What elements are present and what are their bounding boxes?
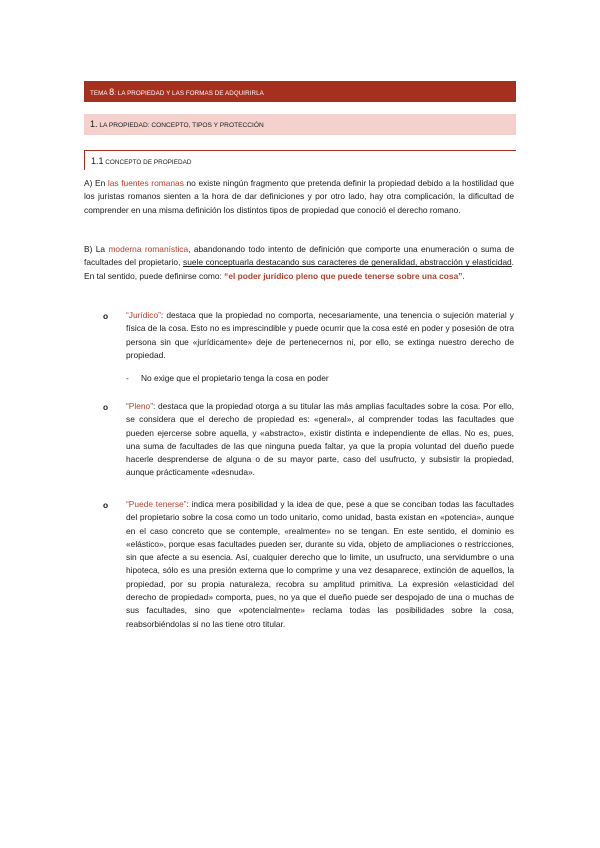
section-number: 1.: [90, 119, 98, 129]
paragraph-b: [84, 243, 514, 283]
subsection-number: 1.1: [91, 156, 104, 166]
bullet-juridico-text: : destaca que la propiedad no comporta, necesariamente, una tenencia o sujeción material y física de la cosa. Esto no es imprescindible y puede ocurrir que la cosa esté en poder y posesión de otra persona sin que «jurídicamente» deje de pertenecernos ni, por ello, se extinga nuestro derecho de propiedad.: [126, 310, 514, 360]
chapter-header-bar: [84, 81, 516, 102]
paragraph-a: [84, 177, 514, 217]
subsection-header: [84, 150, 516, 170]
bullet-puede-tenerse: [126, 498, 514, 631]
chapter-label: TEMA: [90, 90, 110, 97]
bullet-puede-tenerse-text: : indica mera posibilidad y la idea de que, pese a que se conciban todas las facultades del propietario sobre la cosa como un todo unitario, como unidad, basta existan en «potencia», aunque en el caso concreto que se contemple, «realmente» no se tengan. En este sentido, el dominio es «elástico», porque esas facultades pueden ser, durante su vida, objeto de ampliaciones o restricciones, sin que afecte a su esencia. Así, cualquier derecho que lo limite, un usufructo, una servidumbre o una hipoteca, sólo es una presión externa que lo comprime y una vez desaparece, extinción de aquellos, la propiedad, por su propia naturaleza, recobra su amplitud primitiva. La expresión «elasticidad del derecho de propiedad» comporta, pues, no ya que el dueño puede ser despojado de una o muchas de sus facultades, sino que «potencialmente» reclama todas las posibilidades sobre la cosa, reabsorbiéndolas si no las tiene otro titular.: [126, 499, 514, 629]
bullet-pleno-term: “Pleno”: [126, 401, 153, 411]
section-title: LA PROPIEDAD: CONCEPTO, TIPOS Y PROTECCIÓN: [97, 122, 264, 129]
bullet-marker: o: [103, 500, 109, 510]
subsection-title: CONCEPTO DE PROPIEDAD: [103, 159, 192, 166]
paragraph-a-highlight: las fuentes romanas: [107, 178, 184, 188]
bullet-puede-tenerse-term: “Puede tenerse”: [126, 499, 187, 509]
chapter-title: : LA PROPIEDAD Y LAS FORMAS DE ADQUIRIRLA: [114, 90, 264, 97]
paragraph-a-text: no existe ningún fragmento que pretenda definir la propiedad debido a la hostilidad que los juristas romanos sienten a la hora de dar definiciones y por otro lado, hay otra complicación, la dificultad de comprender en una misma definición los distintos tipos de propiedad que conoció el derecho romano.: [84, 178, 514, 215]
bullet-pleno-text: : destaca que la propiedad otorga a su titular las más amplias facultades sobre la cosa. Por ello, se considera que el derecho de propiedad es: «general», al comprender todas las facultades que pueden ejercerse sobre aquella, y «abstracto», existir distinta e independiente de ellas. No es, pues, una suma de facultades de las que ninguna pueda faltar, ya que la propia voluntad del dueño puede hacerle desprenderse de alguna o de su mayor parte, caso del usufructo, y subsistir la propiedad, aunque prácticamente «desnuda».: [126, 401, 514, 478]
bullet-marker: o: [103, 311, 109, 321]
paragraph-b-prefix: B) La: [84, 244, 109, 254]
paragraph-b-text: , abandonando todo intento de definición que comporte una enumeración o suma de facultades del propietario,: [84, 244, 515, 268]
paragraph-b-text-2: . En tal sentido, puede definirse como:: [84, 257, 514, 281]
paragraph-b-underlined: suele conceptuarla destacando sus caracteres de generalidad, abstracción y elasticidad: [183, 257, 512, 268]
section-header-bar: [84, 114, 516, 135]
bullet-marker: o: [103, 402, 109, 412]
sub-bullet-marker: -: [126, 373, 129, 383]
paragraph-b-highlight: moderna romanística: [108, 244, 189, 254]
sub-bullet-text: No exige que el propietario tenga la cosa en poder: [141, 373, 329, 383]
bullet-pleno: [126, 400, 514, 480]
chapter-number: 8: [109, 87, 115, 97]
paragraph-b-end: .: [462, 270, 465, 281]
bullet-juridico-term: “Jurídico”: [126, 310, 161, 320]
paragraph-b-definition: “el poder jurídico pleno que puede tenerse sobre una cosa”: [224, 270, 463, 281]
bullet-juridico: [126, 309, 514, 362]
paragraph-a-prefix: A) En: [84, 178, 108, 188]
